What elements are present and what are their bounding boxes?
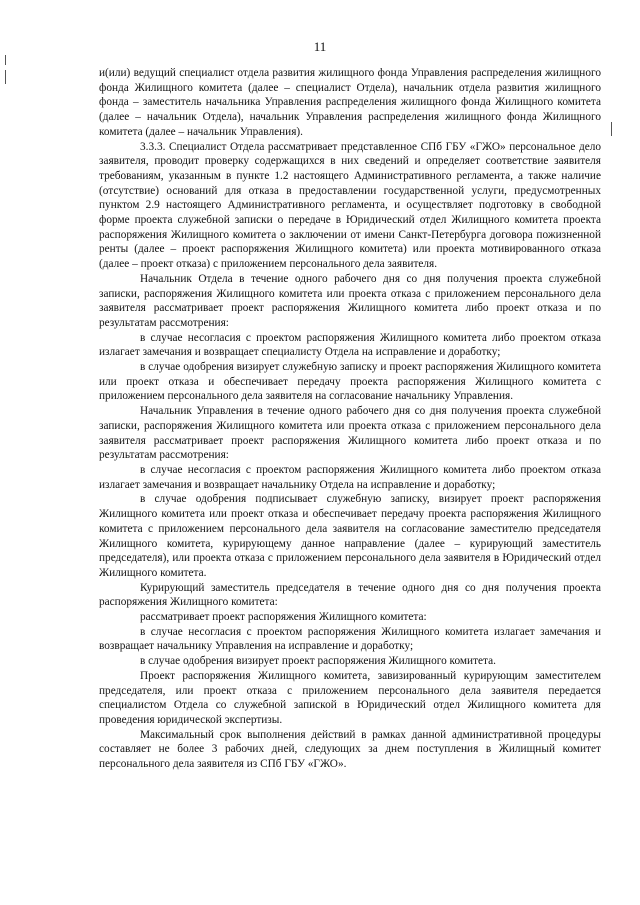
paragraph-10: рассматривает проект распоряжения Жилищного комитета:	[140, 611, 427, 624]
paragraph-14: Максимальный срок выполнения действий в рамках данной административной процедуры составляет не более 3 рабочих дней, следующих за днем поступления в Жилищный комитет персонального дела заявителя из СПб ГБУ «ГЖО».	[99, 728, 601, 771]
paragraph-11: в случае несогласия с проектом распоряжения Жилищного комитета излагает замечания и возвращает начальнику Управления на исправление и доработку;	[99, 625, 601, 653]
paragraph-1: и(или) ведущий специалист отдела развития жилищного фонда Управления распределения жилищного фонда Жилищного комитета (далее – специалист Отдела), начальник отдела развития жилищного фонда – заместитель начальника Управления распределения жилищного фонда Жилищного комитета (далее – начальник Отдела), начальник Управления распределения жилищного фонда Жилищного комитета (далее – начальник Управления).	[99, 67, 601, 138]
paragraph-13: Проект распоряжения Жилищного комитета, завизированный курирующим заместителем председателя, или проект отказа с приложением персонального дела заявителя передается специалистом Отдела со служебной запиской в Юридический отдел Жилищного комитета для проведения юридической экспертизы.	[99, 669, 601, 726]
scan-margin-mark	[5, 55, 6, 65]
paragraph-5: в случае одобрения визирует служебную записку и проект распоряжения Жилищного комитета или проект отказа и обеспечивает передачу проекта распоряжения Жилищного комитета с приложением персонального дела заявителя на согласование начальнику Управления.	[99, 361, 601, 403]
page-number: 11	[313, 39, 327, 54]
paragraph-3: Начальник Отдела в течение одного рабочего дня со дня получения проекта служебной записки, распоряжения Жилищного комитета или проекта отказа с приложением персонального дела заявителя рассматривает проект распоряжения Жилищного комитета либо проект отказа и по результатам рассмотрения:	[99, 272, 601, 329]
paragraph-9: Курирующий заместитель председателя в течение одного дня со дня получения проекта распоряжения Жилищного комитета:	[99, 581, 601, 609]
scan-margin-mark	[611, 122, 612, 136]
scan-margin-mark	[5, 70, 6, 84]
paragraph-4: в случае несогласия с проектом распоряжения Жилищного комитета либо проектом отказа излагает замечания и возвращает специалисту Отдела на исправление и доработку;	[99, 331, 601, 359]
paragraph-6: Начальник Управления в течение одного рабочего дня со дня получения проекта служебной записки, распоряжения Жилищного комитета или проекта отказа с приложением персонального дела заявителя рассматривает проект распоряжения Жилищного комитета либо проект отказа и по результатам рассмотрения:	[99, 405, 601, 462]
paragraph-7: в случае несогласия с проектом распоряжения Жилищного комитета либо проектом отказа излагает замечания и возвращает начальнику Отдела на исправление и доработку;	[99, 463, 601, 491]
document-body	[99, 66, 601, 772]
paragraph-2: 3.3.3. Специалист Отдела рассматривает представленное СПб ГБУ «ГЖО» персональное дело заявителя, проводит проверку содержащихся в них сведений и определяет соответствие заявителя требованиям, указанным в пункте 1.2 настоящего Административного регламента, а также наличие (отсутствие) оснований для отказа в предоставлении государственной услуги, предусмотренных пунктом 2.9 настоящего Административного регламента, и осуществляет подготовку в свободной форме проекта служебной записки о передаче в Юридический отдел Жилищного комитета проекта распоряжения Жилищного комитета о заключении от имени Санкт-Петербурга договора пожизненной ренты (далее – проект распоряжения Жилищного комитета) или проекта мотивированного отказа (далее – проект отказа) с приложением персонального дела заявителя.	[99, 140, 601, 271]
paragraph-8: в случае одобрения подписывает служебную записку, визирует проект распоряжения Жилищного комитета или проект отказа и обеспечивает передачу проекта распоряжения Жилищного комитета с приложением персонального дела заявителя на согласование заместителю председателя Жилищного комитета, курирующему данное направление (далее – курирующий заместитель председателя), или проекта отказа с приложением персонального дела заявителя в Юридический отдел Жилищного комитета.	[99, 493, 601, 579]
paragraph-12: в случае одобрения визирует проект распоряжения Жилищного комитета.	[140, 655, 496, 668]
